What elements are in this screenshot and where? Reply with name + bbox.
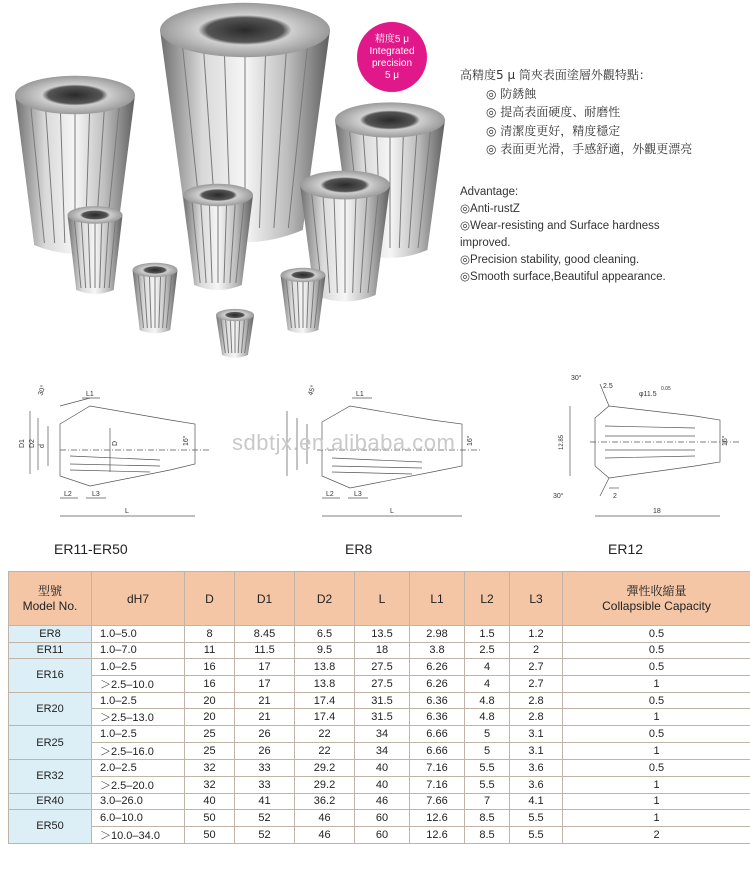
cell-l2: 5.5	[465, 759, 510, 776]
dwg-c-angle2: 16°	[722, 435, 729, 446]
features-cn-item: ◎ 表面更光滑，手感舒適，外觀更漂亮	[486, 142, 693, 156]
features-en-item: ◎Wear-resisting and Surface hardness	[460, 220, 660, 232]
cell-l1: 6.66	[410, 726, 465, 743]
cell-d2: 22	[295, 726, 355, 743]
cell-cap: 1	[563, 810, 750, 827]
header-L: L	[355, 572, 410, 626]
cell-cap: 0.5	[563, 759, 750, 776]
cell-d2: 17.4	[295, 709, 355, 726]
header-model	[9, 572, 92, 626]
cell-d: 16	[185, 675, 235, 692]
badge-line-2: Integrated	[369, 46, 415, 57]
cell-l: 46	[355, 793, 410, 810]
dwg-b-l: L	[390, 508, 394, 515]
cell-l: 40	[355, 776, 410, 793]
cell-l3: 3.1	[510, 742, 563, 759]
cell-d1: 21	[235, 692, 295, 709]
cell-model: ER11	[9, 642, 92, 659]
cell-d: 40	[185, 793, 235, 810]
cell-l1: 6.26	[410, 659, 465, 676]
cell-l1: 7.16	[410, 776, 465, 793]
features-chinese	[460, 66, 745, 159]
table-row	[9, 626, 750, 643]
cell-l: 34	[355, 742, 410, 759]
cell-l2: 5.5	[465, 776, 510, 793]
dwg-c-dim4: 18	[653, 508, 661, 515]
table-row	[9, 810, 750, 827]
header-capacity	[563, 572, 750, 626]
header-D2: D2	[295, 572, 355, 626]
cell-d: 20	[185, 709, 235, 726]
cell-model: ER32	[9, 759, 92, 793]
dwg-a-angle2: 16°	[183, 435, 190, 446]
cell-l: 27.5	[355, 659, 410, 676]
table-row	[9, 726, 750, 743]
dwg-b-angle: 45°	[307, 384, 318, 397]
cell-l2: 4.8	[465, 709, 510, 726]
cell-d: 16	[185, 659, 235, 676]
cell-dh7: 1.0–2.5	[92, 726, 185, 743]
cell-d1: 17	[235, 675, 295, 692]
cell-d1: 8.45	[235, 626, 295, 643]
cell-cap: 1	[563, 793, 750, 810]
features-en-item: ◎Precision stability, good cleaning.	[460, 254, 640, 266]
badge-line-3: precision	[371, 58, 413, 69]
drawing-er12	[545, 366, 750, 536]
cell-d: 32	[185, 759, 235, 776]
cell-l1: 6.36	[410, 709, 465, 726]
dwg-a-l2: L2	[64, 491, 72, 498]
collet-shape	[133, 263, 178, 333]
drawing-er11-er50	[10, 366, 230, 536]
cell-d1: 33	[235, 759, 295, 776]
badge-line-4: 5 μ	[384, 70, 400, 81]
table-row	[9, 642, 750, 659]
dwg-b-angle2: 16°	[467, 435, 474, 446]
cell-l1: 3.8	[410, 642, 465, 659]
header-L2: L2	[465, 572, 510, 626]
cell-l3: 2.8	[510, 692, 563, 709]
table-row	[9, 659, 750, 676]
cell-dh7: ＞10.0–34.0	[92, 826, 185, 843]
table-row	[9, 776, 750, 793]
cell-l1: 7.16	[410, 759, 465, 776]
table-row	[9, 709, 750, 726]
cell-d1: 11.5	[235, 642, 295, 659]
cell-model: ER20	[9, 692, 92, 726]
features-en-item: improved.	[460, 237, 511, 249]
cell-d2: 36.2	[295, 793, 355, 810]
cell-cap: 0.5	[563, 659, 750, 676]
cell-model: ER8	[9, 626, 92, 643]
cell-dh7: ＞2.5–16.0	[92, 742, 185, 759]
cell-d2: 22	[295, 742, 355, 759]
cell-cap: 1	[563, 709, 750, 726]
collet-shape	[216, 309, 254, 358]
features-english	[460, 184, 750, 286]
cell-cap: 2	[563, 826, 750, 843]
cell-d2: 29.2	[295, 776, 355, 793]
cell-l1: 6.66	[410, 742, 465, 759]
table-row	[9, 793, 750, 810]
watermark: sdbtjx.en.alibaba.com	[232, 430, 456, 455]
cell-d: 25	[185, 726, 235, 743]
cell-l: 60	[355, 810, 410, 827]
cell-d: 25	[185, 742, 235, 759]
cell-l: 60	[355, 826, 410, 843]
dwg-b-l3: L3	[354, 491, 362, 498]
cell-l: 40	[355, 759, 410, 776]
header-model-en: Model No.	[22, 598, 78, 613]
cell-l3: 2.8	[510, 709, 563, 726]
cell-model: ER40	[9, 793, 92, 810]
cell-l3: 2	[510, 642, 563, 659]
cell-l1: 12.6	[410, 810, 465, 827]
collet-shape	[183, 184, 253, 290]
cell-l2: 5	[465, 742, 510, 759]
cell-d2: 29.2	[295, 759, 355, 776]
table-row	[9, 826, 750, 843]
cell-d2: 46	[295, 810, 355, 827]
cell-cap: 1	[563, 742, 750, 759]
cell-dh7: 2.0–2.5	[92, 759, 185, 776]
header-dh7: dH7	[92, 572, 185, 626]
cell-l1: 6.36	[410, 692, 465, 709]
cell-cap: 0.5	[563, 626, 750, 643]
cell-l1: 12.6	[410, 826, 465, 843]
cell-cap: 0.5	[563, 726, 750, 743]
dwg-a-d2: D2	[29, 439, 36, 448]
cell-l2: 8.5	[465, 810, 510, 827]
cell-dh7: 1.0–5.0	[92, 626, 185, 643]
cell-d1: 41	[235, 793, 295, 810]
cell-dh7: 1.0–7.0	[92, 642, 185, 659]
cell-d: 32	[185, 776, 235, 793]
cell-l2: 5	[465, 726, 510, 743]
cell-d: 50	[185, 810, 235, 827]
table-row	[9, 759, 750, 776]
precision-badge	[357, 22, 427, 92]
cell-d1: 26	[235, 742, 295, 759]
cell-l2: 1.5	[465, 626, 510, 643]
cell-d: 20	[185, 692, 235, 709]
features-en-item: ◎Anti-rustZ	[460, 203, 520, 215]
cell-l: 18	[355, 642, 410, 659]
cell-cap: 0.5	[563, 642, 750, 659]
cell-d2: 9.5	[295, 642, 355, 659]
features-en-heading: Advantage:	[460, 186, 519, 198]
cell-l: 31.5	[355, 709, 410, 726]
dwg-c-dim2: φ11.5	[639, 391, 657, 398]
cell-l3: 2.7	[510, 675, 563, 692]
dwg-c-dim3: 2	[613, 493, 617, 500]
header-D1: D1	[235, 572, 295, 626]
cell-d2: 13.8	[295, 675, 355, 692]
cell-l2: 7	[465, 793, 510, 810]
cell-l2: 4	[465, 675, 510, 692]
caption-er11-er50: ER11-ER50	[54, 541, 128, 557]
dwg-c-side: 12.85	[559, 434, 565, 450]
cell-dh7: ＞2.5–13.0	[92, 709, 185, 726]
collet-shape	[68, 206, 123, 294]
cell-l2: 4	[465, 659, 510, 676]
cell-l3: 5.5	[510, 826, 563, 843]
cell-model: ER16	[9, 659, 92, 693]
cell-cap: 1	[563, 675, 750, 692]
spec-table-body	[9, 626, 750, 844]
cell-dh7: 1.0–2.5	[92, 659, 185, 676]
cell-l3: 2.7	[510, 659, 563, 676]
dwg-a-l: L	[125, 508, 129, 515]
cell-l3: 3.6	[510, 759, 563, 776]
table-header-row	[9, 572, 750, 626]
cell-d1: 21	[235, 709, 295, 726]
cell-d: 8	[185, 626, 235, 643]
cell-l: 31.5	[355, 692, 410, 709]
cell-d2: 6.5	[295, 626, 355, 643]
cell-dh7: ＞2.5–20.0	[92, 776, 185, 793]
cell-l2: 2.5	[465, 642, 510, 659]
cell-l2: 8.5	[465, 826, 510, 843]
header-capacity-cn: 彈性收縮量	[626, 583, 687, 598]
dwg-a-l3: L3	[92, 491, 100, 498]
features-cn-item: ◎ 清潔度更好，精度穩定	[486, 123, 621, 138]
features-cn-item: ◎ 提高表面硬度、耐磨性	[486, 105, 621, 119]
cell-l2: 4.8	[465, 692, 510, 709]
cell-dh7: 3.0–26.0	[92, 793, 185, 810]
dwg-c-angle-bottom: 30°	[553, 493, 564, 500]
cell-d2: 13.8	[295, 659, 355, 676]
badge-line-1: 精度5 μ	[374, 34, 410, 45]
cell-d1: 52	[235, 826, 295, 843]
cell-l3: 3.1	[510, 726, 563, 743]
cell-l1: 7.66	[410, 793, 465, 810]
cell-l3: 3.6	[510, 776, 563, 793]
table-row	[9, 675, 750, 692]
cell-d2: 46	[295, 826, 355, 843]
cell-d: 50	[185, 826, 235, 843]
cell-d: 11	[185, 642, 235, 659]
cell-d1: 17	[235, 659, 295, 676]
cell-l3: 4.1	[510, 793, 563, 810]
dwg-c-dim1: 2.5	[603, 383, 613, 390]
dwg-c-angle-top: 30°	[571, 375, 582, 382]
cell-l3: 5.5	[510, 810, 563, 827]
dwg-a-l1: L1	[86, 391, 94, 398]
cell-cap: 1	[563, 776, 750, 793]
dwg-c-sup: 0.05	[661, 386, 671, 392]
features-en-item: ◎Smooth surface,Beautiful appearance.	[460, 271, 666, 283]
header-L1: L1	[410, 572, 465, 626]
cell-l1: 6.26	[410, 675, 465, 692]
cell-dh7: 1.0–2.5	[92, 692, 185, 709]
cell-model: ER25	[9, 726, 92, 760]
table-row	[9, 692, 750, 709]
cell-cap: 0.5	[563, 692, 750, 709]
features-cn-heading: 高精度5 μ 筒夾表面塗層外觀特點：	[460, 68, 651, 82]
cell-dh7: 6.0–10.0	[92, 810, 185, 827]
cell-d1: 33	[235, 776, 295, 793]
caption-er8: ER8	[345, 541, 373, 557]
collet-shape	[281, 268, 326, 333]
header-capacity-en: Collapsible Capacity	[602, 598, 711, 613]
header-L3: L3	[510, 572, 563, 626]
cell-l3: 1.2	[510, 626, 563, 643]
table-row	[9, 742, 750, 759]
dwg-b-l2: L2	[326, 491, 334, 498]
dwg-a-d1: D1	[19, 439, 26, 448]
dwg-a-angle: 30°	[37, 384, 48, 397]
dwg-a-d: d	[39, 444, 46, 448]
cell-d1: 52	[235, 810, 295, 827]
cell-d2: 17.4	[295, 692, 355, 709]
header-model-cn: 型號	[37, 583, 62, 598]
cell-model: ER50	[9, 810, 92, 844]
cell-l1: 2.98	[410, 626, 465, 643]
cell-l: 27.5	[355, 675, 410, 692]
cell-dh7: ＞2.5–10.0	[92, 675, 185, 692]
header-D: D	[185, 572, 235, 626]
spec-table	[8, 571, 750, 844]
cell-d1: 26	[235, 726, 295, 743]
cell-l: 13.5	[355, 626, 410, 643]
dwg-b-l1: L1	[356, 391, 364, 398]
cell-l: 34	[355, 726, 410, 743]
caption-er12: ER12	[608, 541, 644, 557]
features-cn-item: ◎ 防銹蝕	[486, 86, 537, 101]
dwg-a-D: D	[112, 440, 119, 446]
